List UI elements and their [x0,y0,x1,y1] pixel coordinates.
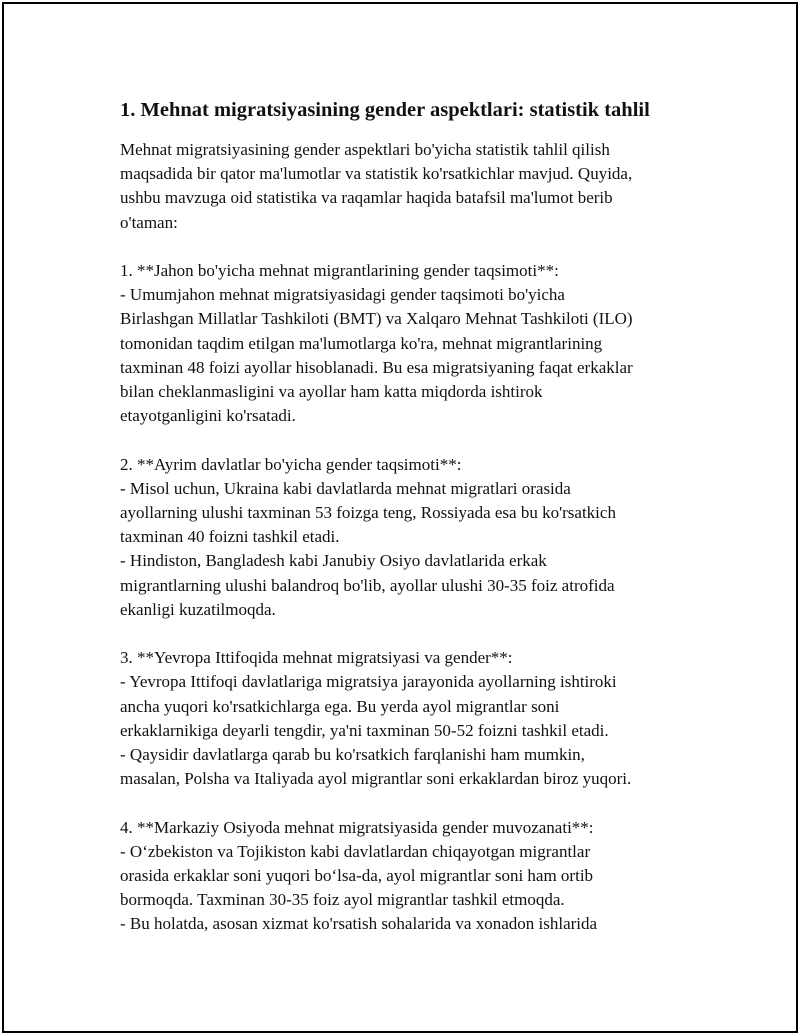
paragraph-spacer [120,622,690,646]
paragraph-spacer [120,791,690,815]
document-title: 1. Mehnat migratsiyasining gender aspektlari: statistik tahlil [120,99,650,121]
section-3-paragraph: 3. **Yevropa Ittifoqida mehnat migratsiyasi va gender**: - Yevropa Ittifoqi davlatlariga migratsiya jarayonida ayollarning ishtiroki ancha yuqori ko'rsatkichlarga ega. Bu yerda ayol migrantlar soni erkaklarnikiga deyarli tengdir, ya'ni taxminan 50-52 foizni tashkil etadi. - Qaysidir davlatlarga qarab bu ko'rsatkich farqlanishi ham mumkin, masalan, Polsha va Italiyada ayol migrantlar soni erkaklardan biroz yuqori. [120,648,632,789]
document-body [120,96,690,937]
section-1-paragraph: 1. **Jahon bo'yicha mehnat migrantlarining gender taqsimoti**: - Umumjahon mehnat migratsiyasidagi gender taqsimoti bo'yicha Birlashgan Millatlar Tashkiloti (BMT) va Xalqaro Mehnat Tashkiloti (ILO) tomonidan taqdim etilgan ma'lumotlarga ko'ra, mehnat migrantlarining taxminan 48 foizi ayollar hisoblanadi. Bu esa migratsiyaning faqat erkaklar bilan cheklanmasligini va ayollar ham katta miqdorda ishtirok etayotganligini ko'rsatadi. [120,261,633,426]
paragraph-spacer [120,428,690,452]
paragraph-spacer [120,235,690,259]
section-4-paragraph: 4. **Markaziy Osiyoda mehnat migratsiyasida gender muvozanati**: - O‘zbekiston va Tojikiston kabi davlatlardan chiqayotgan migrantlar orasida erkaklar soni yuqori bo‘lsa-da, ayol migrantlar soni ham ortib bormoqda. Taxminan 30-35 foiz ayol migrantlar tashkil etmoqda. - Bu holatda, asosan xizmat ko'rsatish sohalarida va xonadon ishlarida [120,817,598,934]
intro-paragraph: Mehnat migratsiyasining gender aspektlari bo'yicha statistik tahlil qilish maqsadida bir qator ma'lumotlar va statistik ko'rsatkichlar mavjud. Quyida, ushbu mavzuga oid statistika va raqamlar haqida batafsil ma'lumot berib o'taman: [120,140,633,232]
page-frame [2,2,798,1033]
section-2-paragraph: 2. **Ayrim davlatlar bo'yicha gender taqsimoti**: - Misol uchun, Ukraina kabi davlatlarda mehnat migratlari orasida ayollarning ulushi taxminan 53 foizga teng, Rossiyada esa bu ko'rsatkich taxminan 40 foizni tashkil etadi. - Hindiston, Bangladesh kabi Janubiy Osiyo davlatlarida erkak migrantlarning ulushi balandroq bo'lib, ayollar ulushi 30-35 foiz atrofida ekanligi kuzatilmoqda. [120,454,616,619]
